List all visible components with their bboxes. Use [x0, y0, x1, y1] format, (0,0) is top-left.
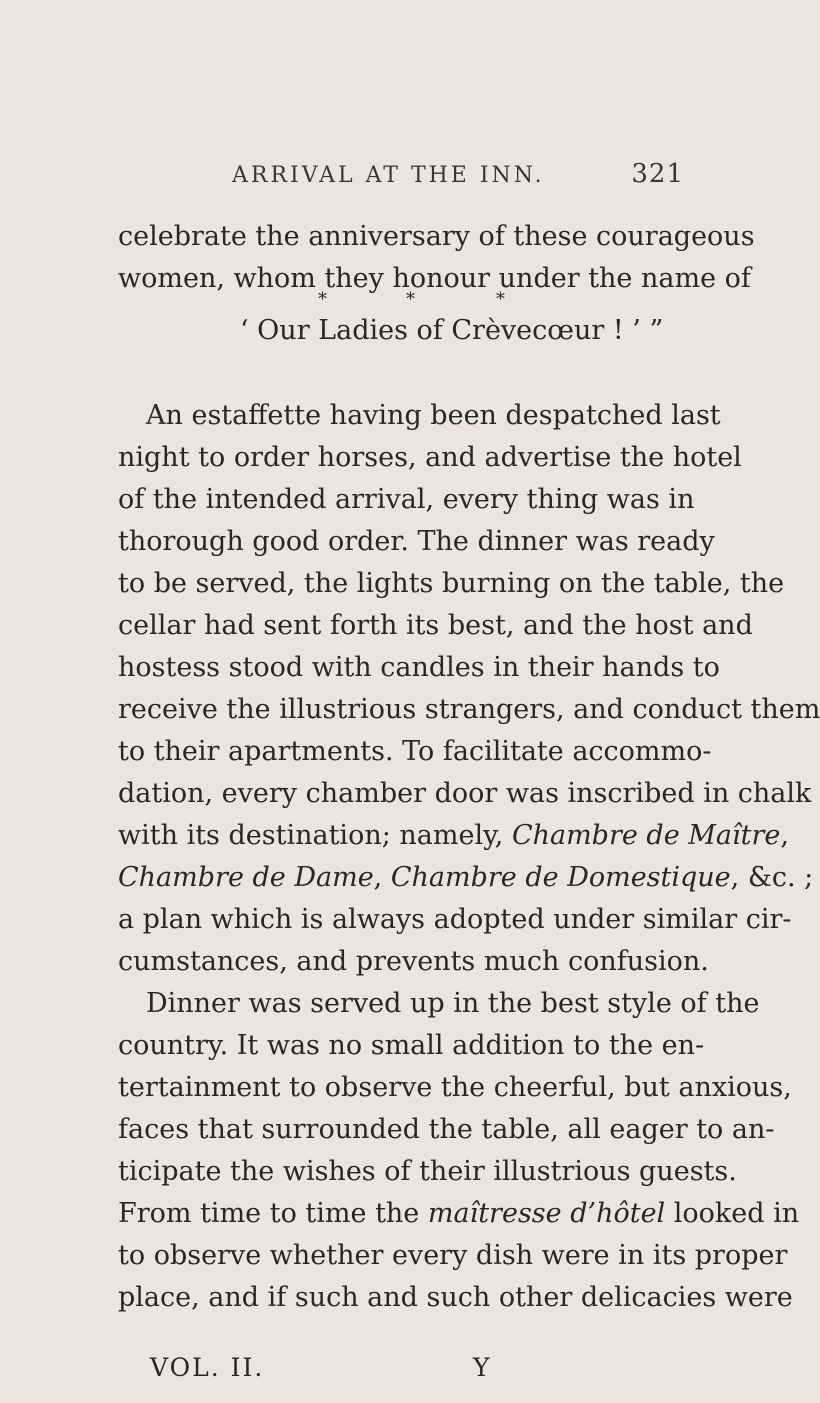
italic-term: Chambre de Dame: [118, 862, 374, 893]
italic-term: Chambre de Domestique: [390, 862, 731, 893]
text-line: country. It was no small addition to the en-: [118, 1030, 705, 1061]
text-line: Dinner was served up in the best style of the: [146, 988, 760, 1019]
text-line: celebrate the anniversary of these courageous: [118, 221, 755, 252]
text-line: [118, 862, 814, 893]
asterisk: *: [318, 289, 327, 310]
running-title: ARRIVAL AT THE INN.: [232, 163, 545, 188]
text-line: ticipate the wishes of their illustrious guests.: [118, 1156, 737, 1187]
quote-line: ‘ Our Ladies of Crèvecœur ! ’ ”: [240, 315, 664, 346]
text-line: to their apartments. To facilitate accommo-: [118, 736, 712, 767]
text-line: faces that surrounded the table, all eager to an-: [118, 1114, 775, 1145]
text-line: to observe whether every dish were in its proper: [118, 1240, 788, 1271]
italic-term: Chambre de Maître: [511, 820, 781, 851]
text-line: dation, every chamber door was inscribed in chalk: [118, 778, 812, 809]
text-span: ,: [780, 820, 789, 851]
text-line: An estaffette having been despatched last: [146, 400, 721, 431]
page-number: 321: [631, 159, 684, 189]
asterisk: *: [406, 289, 415, 310]
text-line: receive the illustrious strangers, and conduct them: [118, 694, 820, 725]
volume-mark: VOL. II.: [150, 1353, 265, 1382]
text-line: of the intended arrival, every thing was in: [118, 484, 695, 515]
text-line: tertainment to observe the cheerful, but anxious,: [118, 1072, 792, 1103]
text-span: From time to time the: [118, 1198, 428, 1229]
asterisk: *: [496, 289, 505, 310]
text-span: , &c. ;: [730, 862, 814, 893]
text-line: place, and if such and such other delicacies were: [118, 1282, 793, 1313]
italic-term: maîtresse d’hôtel: [427, 1198, 666, 1229]
text-line: thorough good order. The dinner was ready: [118, 526, 715, 557]
text-line: cellar had sent forth its best, and the host and: [118, 610, 753, 641]
text-line: night to order horses, and advertise the hotel: [118, 442, 742, 473]
text-line: women, whom they honour under the name of: [118, 263, 751, 294]
text-line: hostess stood with candles in their hands to: [118, 652, 720, 683]
text-span: looked in: [665, 1198, 800, 1229]
text-span: ,: [373, 862, 391, 893]
text-line: a plan which is always adopted under similar cir-: [118, 904, 792, 935]
signature-mark: Y: [473, 1353, 492, 1382]
text-line: [118, 1198, 800, 1229]
text-span: with its destination; namely,: [118, 820, 512, 851]
text-line: cumstances, and prevents much confusion.: [118, 946, 709, 977]
text-line: [118, 820, 789, 851]
text-line: to be served, the lights burning on the table, the: [118, 568, 785, 599]
